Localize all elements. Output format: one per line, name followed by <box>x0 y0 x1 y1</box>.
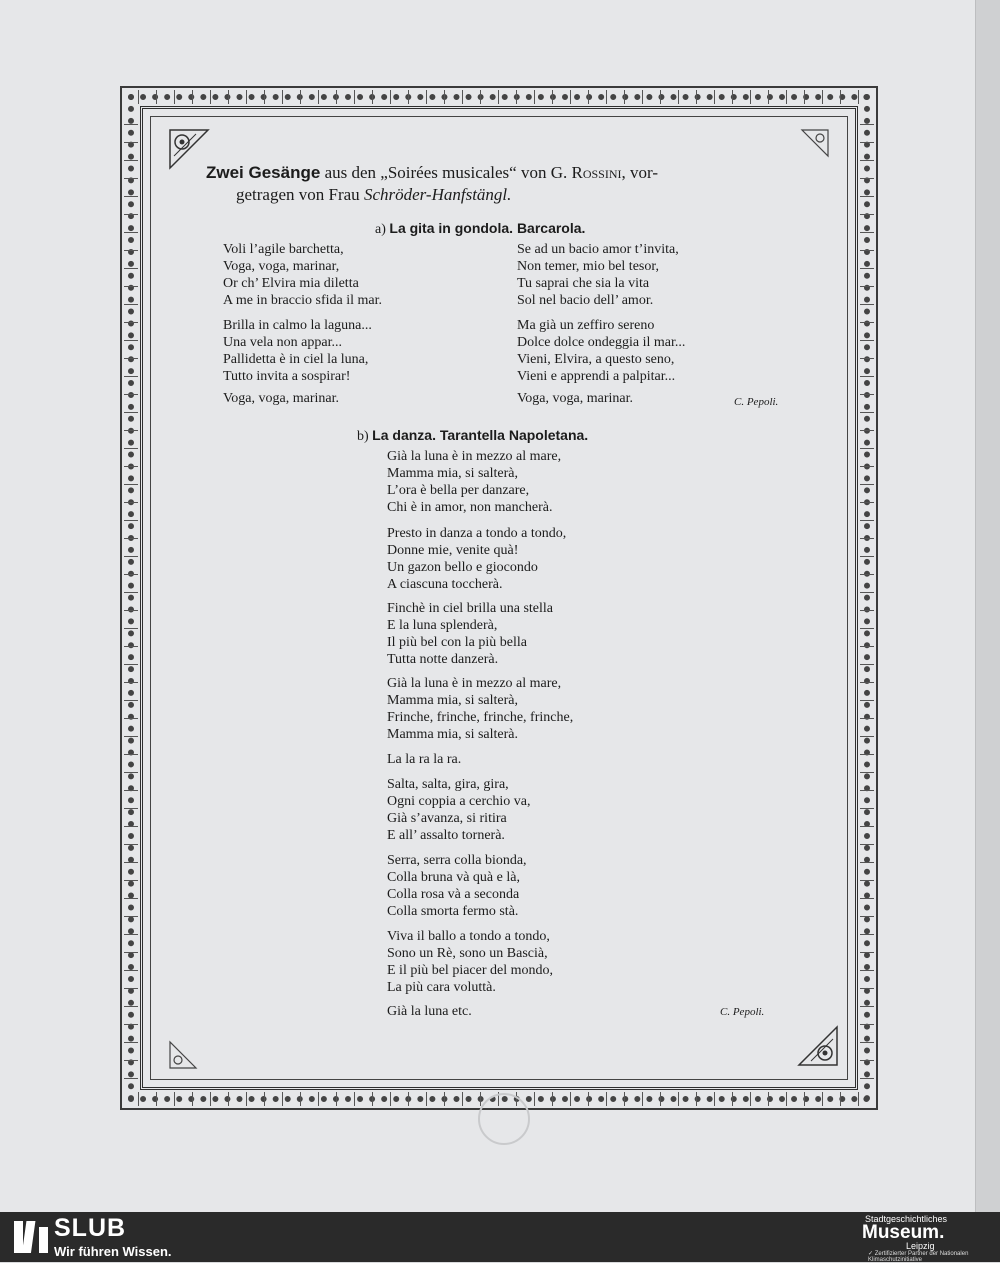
border-tick <box>714 90 715 104</box>
border-tick <box>124 538 138 539</box>
verse-line: Colla bruna và quà e là, <box>387 870 520 885</box>
border-tick <box>138 1092 139 1106</box>
song-a-author: C. Pepoli. <box>734 396 779 408</box>
border-tick <box>228 1092 229 1106</box>
verse-line: L’ora è bella per danzare, <box>387 483 530 498</box>
song-b-stanza <box>387 525 566 593</box>
verse-line: Finchè in ciel brilla una stella <box>387 601 554 616</box>
verse-line: Frinche, frinche, frinche, frinche, <box>387 710 574 725</box>
border-tick <box>860 448 874 449</box>
border-tick <box>390 90 391 104</box>
border-tick <box>462 1092 463 1106</box>
border-tick <box>124 898 138 899</box>
verse-line: A ciascuna toccherà. <box>387 577 503 592</box>
song-b-title: b) La danza. Tarantella Napoletana. <box>357 427 589 444</box>
border-tick <box>462 90 463 104</box>
border-tick <box>124 502 138 503</box>
verse-line: Serra, serra colla bionda, <box>387 853 527 868</box>
border-tick <box>124 340 138 341</box>
border-tick <box>860 610 874 611</box>
border-tick <box>124 808 138 809</box>
border-tick <box>124 1060 138 1061</box>
border-tick <box>860 196 874 197</box>
border-tick <box>124 880 138 881</box>
border-tick <box>732 90 733 104</box>
song-b-stanza <box>387 852 527 920</box>
song-a-right-stanza-1: Se ad un bacio amor t’invita, Non temer, mio bel tesor, Tu saprai che sia la vita Sol nel bacio dell’ amor. <box>517 242 679 308</box>
border-tick <box>124 988 138 989</box>
border-tick <box>124 628 138 629</box>
border-tick <box>534 90 535 104</box>
border-tick <box>124 322 138 323</box>
border-tick <box>660 90 661 104</box>
song-b-stanza <box>387 928 553 996</box>
border-tick <box>124 934 138 935</box>
verse-line: Presto in danza a tondo a tondo, <box>387 526 567 541</box>
border-tick <box>860 970 874 971</box>
border-tick <box>124 412 138 413</box>
border-tick <box>372 90 373 104</box>
border-tick <box>860 646 874 647</box>
border-tick <box>124 196 138 197</box>
border-tick <box>390 1092 391 1106</box>
border-tick <box>124 286 138 287</box>
verse-line: Mamma mia, si salterà, <box>387 466 519 481</box>
border-tick <box>124 178 138 179</box>
border-tick <box>860 1042 874 1043</box>
border-tick <box>860 430 874 431</box>
border-tick <box>124 772 138 773</box>
border-tick <box>860 592 874 593</box>
border-tick <box>860 520 874 521</box>
border-tick <box>860 484 874 485</box>
border-tick <box>156 90 157 104</box>
border-tick <box>860 844 874 845</box>
border-tick <box>860 412 874 413</box>
border-tick <box>210 90 211 104</box>
verse-line: Viva il ballo a tondo a tondo, <box>387 929 550 944</box>
border-tick <box>860 1006 874 1007</box>
verse-line: Già la luna etc. <box>387 1004 472 1019</box>
border-tick <box>624 1092 625 1106</box>
border-tick <box>860 286 874 287</box>
border-tick <box>480 90 481 104</box>
border-tick <box>282 1092 283 1106</box>
border-tick <box>860 898 874 899</box>
border-tick <box>588 1092 589 1106</box>
verse-line: Già la luna è in mezzo al mare, <box>387 676 562 691</box>
slub-claim: Wir führen Wissen. <box>54 1244 172 1259</box>
border-tick <box>318 1092 319 1106</box>
border-tick <box>124 646 138 647</box>
border-tick <box>660 1092 661 1106</box>
song-b-stanza <box>387 448 561 516</box>
song-b-stanza <box>387 600 553 668</box>
corner-ornament-bottom-left <box>168 1040 198 1070</box>
border-tick <box>804 90 805 104</box>
border-tick <box>124 862 138 863</box>
border-tick <box>264 1092 265 1106</box>
border-tick <box>804 1092 805 1106</box>
border-tick <box>678 1092 679 1106</box>
border-tick <box>124 124 138 125</box>
border-tick <box>124 916 138 917</box>
song-a-left-refrain: Voga, voga, marinar. <box>223 391 339 406</box>
verse-line: Già la luna è in mezzo al mare, <box>387 449 562 464</box>
verse-line: Colla rosa và a seconda <box>387 887 520 902</box>
border-tick <box>860 178 874 179</box>
border-tick <box>124 682 138 683</box>
corner-ornament-top-right <box>800 128 830 158</box>
border-tick <box>860 682 874 683</box>
museum-certificate: ✓ Zertifizierter Partner der Nationalen Klimaschutzinitiative <box>868 1251 969 1263</box>
border-tick <box>860 808 874 809</box>
border-tick <box>786 90 787 104</box>
border-tick <box>860 988 874 989</box>
corner-ornament-bottom-right <box>797 1025 839 1067</box>
border-tick <box>860 574 874 575</box>
border-tick <box>606 90 607 104</box>
verse-line: Salta, salta, gira, gira, <box>387 777 509 792</box>
border-tick <box>124 466 138 467</box>
border-tick <box>860 826 874 827</box>
border-tick <box>124 520 138 521</box>
border-tick <box>678 90 679 104</box>
border-tick <box>860 754 874 755</box>
verse-line: Già s’avanza, si ritira <box>387 811 507 826</box>
border-tick <box>300 1092 301 1106</box>
verse-line: Donne mie, venite quà! <box>387 543 519 558</box>
border-tick <box>860 358 874 359</box>
verse-line: La più cara voluttà. <box>387 980 496 995</box>
border-tick <box>124 826 138 827</box>
verse-line: Tutta notte danzerà. <box>387 652 499 667</box>
border-tick <box>768 90 769 104</box>
border-tick <box>480 1092 481 1106</box>
program-heading: Zwei Gesänge aus den „Soirées musicales“ von G. Rossini, vor- getragen von Frau Schröder-Hanfstängl. <box>206 163 658 204</box>
verse-line: Colla smorta fermo stà. <box>387 904 519 919</box>
border-tick <box>860 214 874 215</box>
border-tick <box>860 232 874 233</box>
verse-line: Un gazon bello e giocondo <box>387 560 538 575</box>
border-tick <box>696 90 697 104</box>
border-tick <box>372 1092 373 1106</box>
verse-line: E il più bel piacer del mondo, <box>387 963 554 978</box>
border-tick <box>124 394 138 395</box>
song-b-stanza <box>387 1003 472 1020</box>
border-tick <box>860 736 874 737</box>
border-tick <box>750 1092 751 1106</box>
border-tick <box>860 790 874 791</box>
museum-label: Stadtgeschichtliches <box>865 1214 948 1224</box>
border-tick <box>318 90 319 104</box>
song-a-right-refrain: Voga, voga, marinar. <box>517 391 633 406</box>
border-tick <box>552 90 553 104</box>
border-tick <box>124 1006 138 1007</box>
border-tick <box>124 376 138 377</box>
border-tick <box>588 90 589 104</box>
border-tick <box>124 556 138 557</box>
border-tick <box>534 1092 535 1106</box>
border-tick <box>124 790 138 791</box>
border-tick <box>124 304 138 305</box>
verse-line: Mamma mia, si salterà, <box>387 693 519 708</box>
verse-line: E all’ assalto tornerà. <box>387 828 505 843</box>
verse-line: E la luna splenderà, <box>387 618 498 633</box>
verse-line: Mamma mia, si salterà. <box>387 727 519 742</box>
border-tick <box>840 1092 841 1106</box>
border-tick <box>552 1092 553 1106</box>
border-tick <box>300 90 301 104</box>
border-tick <box>282 90 283 104</box>
border-tick <box>124 574 138 575</box>
verse-line: Sono un Rè, sono un Bascià, <box>387 946 548 961</box>
border-tick <box>124 1078 138 1079</box>
border-tick <box>860 1078 874 1079</box>
border-tick <box>860 160 874 161</box>
border-tick <box>860 934 874 935</box>
slub-name[interactable]: SLUB <box>54 1214 127 1242</box>
border-tick <box>860 628 874 629</box>
corner-ornament-top-left <box>168 128 210 170</box>
border-tick <box>124 952 138 953</box>
border-tick <box>124 592 138 593</box>
border-tick <box>860 394 874 395</box>
song-a-left-stanza-2: Brilla in calmo la laguna... Una vela non appar... Pallidetta è in ciel la luna, Tutto invita a sospirar! <box>223 318 372 384</box>
border-tick <box>124 844 138 845</box>
border-tick <box>732 1092 733 1106</box>
song-b-stanza <box>387 751 461 768</box>
border-tick <box>696 1092 697 1106</box>
song-b-author: C. Pepoli. <box>720 1006 765 1018</box>
border-tick <box>336 1092 337 1106</box>
song-a-left-stanza-1: Voli l’agile barchetta, Voga, voga, marinar, Or ch’ Elvira mia diletta A me in braccio sfida il mar. <box>223 242 383 308</box>
song-b-stanza <box>387 675 573 743</box>
border-tick <box>426 1092 427 1106</box>
border-tick <box>444 1092 445 1106</box>
border-tick <box>426 90 427 104</box>
border-tick <box>570 1092 571 1106</box>
border-tick <box>714 1092 715 1106</box>
song-b-stanza <box>387 776 530 844</box>
border-tick <box>860 322 874 323</box>
library-stamp <box>478 1093 530 1145</box>
border-tick <box>860 304 874 305</box>
border-tick <box>192 1092 193 1106</box>
border-tick <box>246 1092 247 1106</box>
slub-logo-icon[interactable] <box>12 1217 52 1257</box>
border-tick <box>860 556 874 557</box>
border-tick <box>860 124 874 125</box>
border-tick <box>124 736 138 737</box>
border-tick <box>124 610 138 611</box>
border-tick <box>624 90 625 104</box>
border-tick <box>124 700 138 701</box>
museum-name[interactable]: Museum. <box>862 1222 945 1243</box>
border-tick <box>210 1092 211 1106</box>
border-tick <box>606 1092 607 1106</box>
border-tick <box>498 90 499 104</box>
border-tick <box>124 232 138 233</box>
song-a-right-stanza-2: Ma già un zeffiro sereno Dolce dolce ondeggia il mar... Vieni, Elvira, a questo seno, Vieni e apprendi a palpitar... <box>517 318 686 384</box>
border-tick <box>642 90 643 104</box>
border-tick <box>124 358 138 359</box>
border-tick <box>516 90 517 104</box>
border-tick <box>860 952 874 953</box>
border-tick <box>860 1060 874 1061</box>
border-tick <box>228 90 229 104</box>
border-tick <box>860 250 874 251</box>
border-tick <box>124 484 138 485</box>
border-tick <box>860 880 874 881</box>
border-tick <box>138 90 139 104</box>
border-tick <box>570 90 571 104</box>
border-tick <box>408 1092 409 1106</box>
border-tick <box>336 90 337 104</box>
border-tick <box>354 90 355 104</box>
border-tick <box>860 340 874 341</box>
border-tick <box>786 1092 787 1106</box>
border-tick <box>354 1092 355 1106</box>
border-tick <box>860 538 874 539</box>
verse-line: La la ra la ra. <box>387 752 462 767</box>
border-tick <box>860 664 874 665</box>
border-tick <box>860 862 874 863</box>
border-tick <box>124 448 138 449</box>
border-tick <box>156 1092 157 1106</box>
border-tick <box>642 1092 643 1106</box>
border-tick <box>444 90 445 104</box>
verse-line: Chi è in amor, non mancherà. <box>387 500 553 515</box>
border-tick <box>860 466 874 467</box>
border-tick <box>860 142 874 143</box>
border-tick <box>192 90 193 104</box>
border-tick <box>858 90 859 104</box>
border-tick <box>840 90 841 104</box>
border-tick <box>124 142 138 143</box>
border-tick <box>822 1092 823 1106</box>
border-tick <box>124 160 138 161</box>
border-tick <box>860 916 874 917</box>
border-tick <box>124 1024 138 1025</box>
border-tick <box>408 90 409 104</box>
border-tick <box>124 1042 138 1043</box>
border-tick <box>860 700 874 701</box>
border-tick <box>822 90 823 104</box>
border-tick <box>860 268 874 269</box>
border-tick <box>246 90 247 104</box>
border-tick <box>124 268 138 269</box>
border-tick <box>858 1092 859 1106</box>
border-tick <box>860 502 874 503</box>
border-tick <box>860 718 874 719</box>
border-tick <box>124 754 138 755</box>
verse-line: Il più bel con la più bella <box>387 635 527 650</box>
border-tick <box>860 1024 874 1025</box>
border-tick <box>124 250 138 251</box>
border-tick <box>750 90 751 104</box>
verse-line: Ogni coppia a cerchio va, <box>387 794 531 809</box>
border-tick <box>124 430 138 431</box>
border-tick <box>860 772 874 773</box>
song-a-title: a) La gita in gondola. Barcarola. <box>375 220 586 237</box>
border-tick <box>174 1092 175 1106</box>
border-tick <box>124 664 138 665</box>
museum-city: Leipzig <box>906 1241 935 1251</box>
border-tick <box>124 718 138 719</box>
border-tick <box>124 970 138 971</box>
border-tick <box>860 376 874 377</box>
border-tick <box>124 214 138 215</box>
page-edge <box>975 0 1000 1212</box>
border-tick <box>264 90 265 104</box>
border-tick <box>174 90 175 104</box>
border-tick <box>768 1092 769 1106</box>
